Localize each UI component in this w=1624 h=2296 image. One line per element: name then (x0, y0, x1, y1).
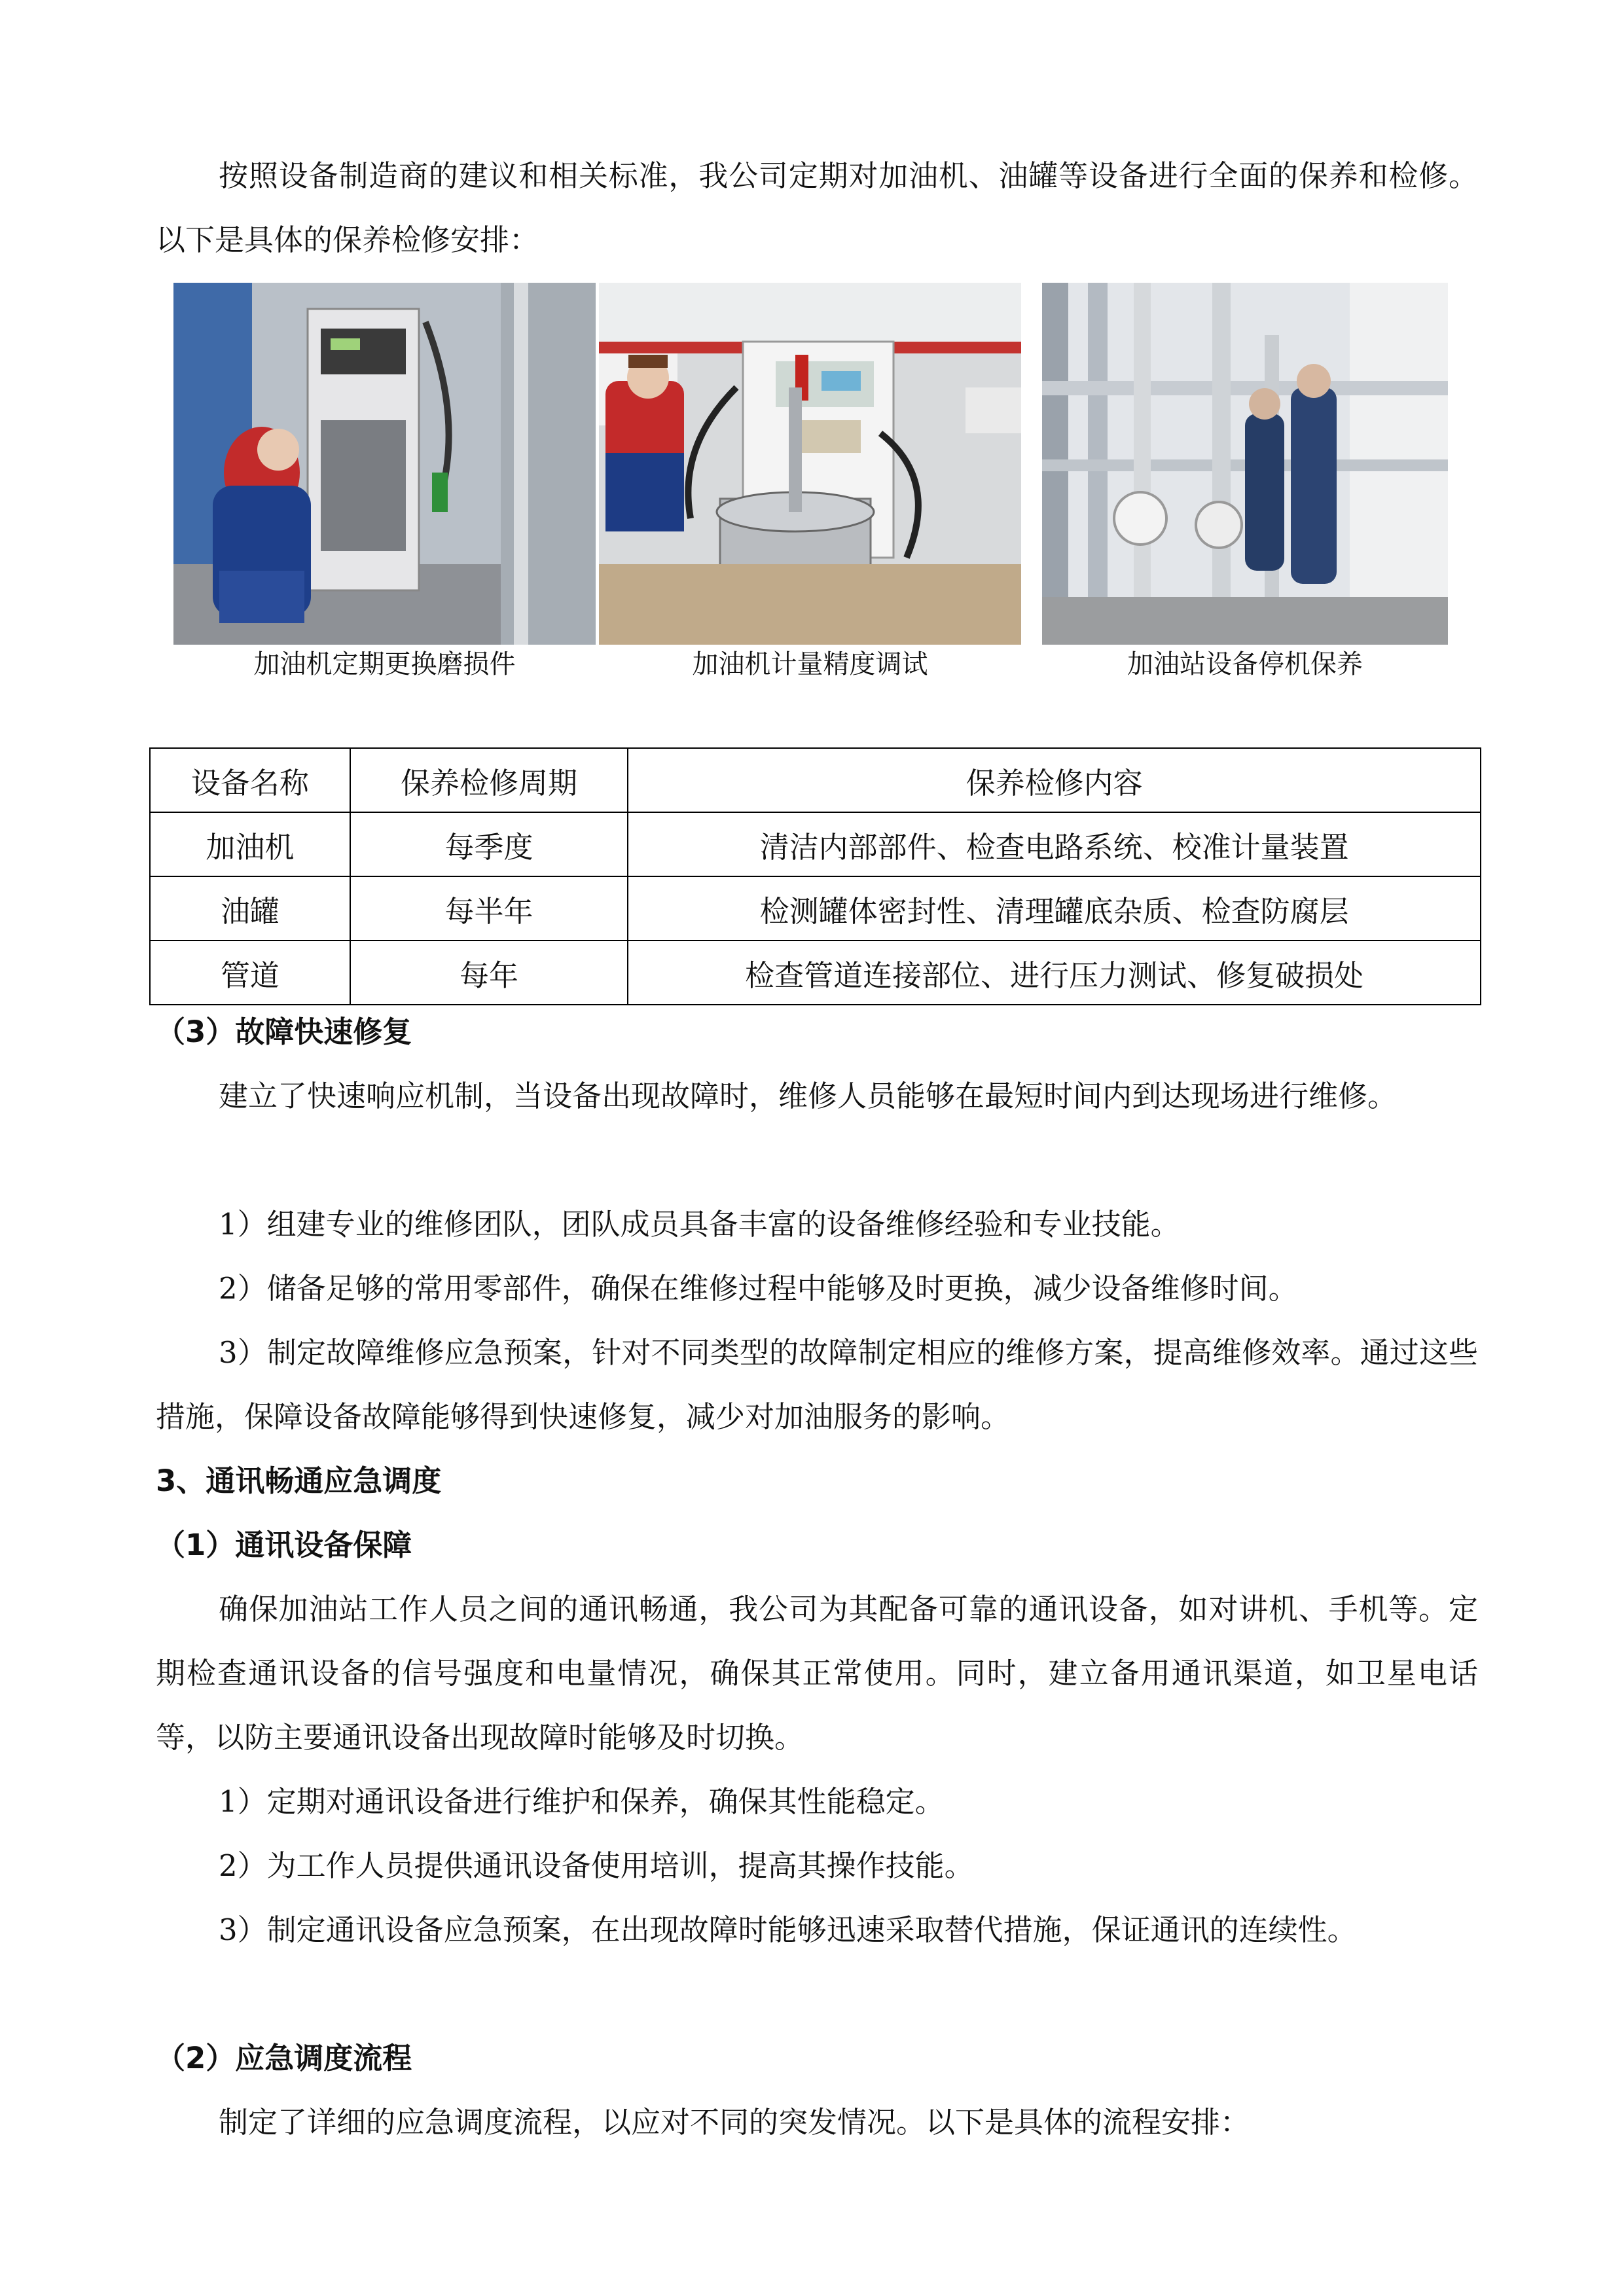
section-heading-fault-repair: （3）故障快速修复 (156, 1014, 412, 1049)
table-row (150, 876, 1481, 941)
photo-caption-2: 加油机计量精度调试 (692, 649, 928, 679)
dispenser-calibration-photo (599, 283, 1021, 645)
list-item: 1）组建专业的维修团队，团队成员具备丰富的设备维修经验和专业技能。 (219, 1207, 1180, 1242)
section-heading-communication: 3、通讯畅通应急调度 (156, 1463, 442, 1498)
table-cell: 每年 (350, 941, 628, 1005)
subsection-heading-dispatch-flow: （2）应急调度流程 (156, 2041, 412, 2075)
subsection-heading-comm-equipment: （1）通讯设备保障 (156, 1528, 412, 1562)
fuel-dispenser-repair-photo (173, 283, 596, 645)
photo-caption-3: 加油站设备停机保养 (1127, 649, 1363, 679)
intro-paragraph: 按照设备制造商的建议和相关标准，我公司定期对加油机、油罐等设备进行全面的保养和检修。以下是具体的保养检修安排： (156, 158, 1478, 257)
maintenance-table (149, 747, 1481, 1005)
paragraph: 建立了快速响应机制，当设备出现故障时，维修人员能够在最短时间内到达现场进行维修。 (219, 1079, 1398, 1113)
table-header-cell: 保养检修内容 (628, 748, 1481, 812)
paragraph: 制定了详细的应急调度流程，以应对不同的突发情况。以下是具体的流程安排： (219, 2105, 1250, 2140)
table-header-cell: 设备名称 (150, 748, 350, 812)
list-item: 3）制定故障维修应急预案，针对不同类型的故障制定相应的维修方案，提高维修效率。通过这些措施，保障设备故障能够得到快速修复，减少对加油服务的影响。 (156, 1335, 1478, 1434)
table-cell: 加油机 (150, 812, 350, 876)
table-cell: 检测罐体密封性、清理罐底杂质、检查防腐层 (628, 876, 1481, 941)
list-item: 2）为工作人员提供通讯设备使用培训，提高其操作技能。 (219, 1848, 974, 1883)
table-cell: 油罐 (150, 876, 350, 941)
photo-caption-1: 加油机定期更换磨损件 (253, 649, 516, 679)
table-cell: 每半年 (350, 876, 628, 941)
list-item: 2）储备足够的常用零部件，确保在维修过程中能够及时更换，减少设备维修时间。 (219, 1271, 1298, 1306)
paragraph: 确保加油站工作人员之间的通讯畅通，我公司为其配备可靠的通讯设备，如对讲机、手机等。定期检查通讯设备的信号强度和电量情况，确保其正常使用。同时，建立备用通讯渠道，如卫星电话等，以防主要通讯设备出现故障时能够及时切换。 (156, 1592, 1478, 1755)
table-cell: 每季度 (350, 812, 628, 876)
table-row (150, 812, 1481, 876)
list-item: 1）定期对通讯设备进行维护和保养，确保其性能稳定。 (219, 1784, 945, 1819)
list-item: 3）制定通讯设备应急预案，在出现故障时能够迅速采取替代措施，保证通讯的连续性。 (219, 1912, 1357, 1947)
table-cell: 清洁内部部件、检查电路系统、校准计量装置 (628, 812, 1481, 876)
pipeline-maintenance-photo (1042, 283, 1448, 645)
table-row (150, 941, 1481, 1005)
table-cell: 管道 (150, 941, 350, 1005)
table-cell: 检查管道连接部位、进行压力测试、修复破损处 (628, 941, 1481, 1005)
table-header-row (150, 748, 1481, 812)
table-header-cell: 保养检修周期 (350, 748, 628, 812)
